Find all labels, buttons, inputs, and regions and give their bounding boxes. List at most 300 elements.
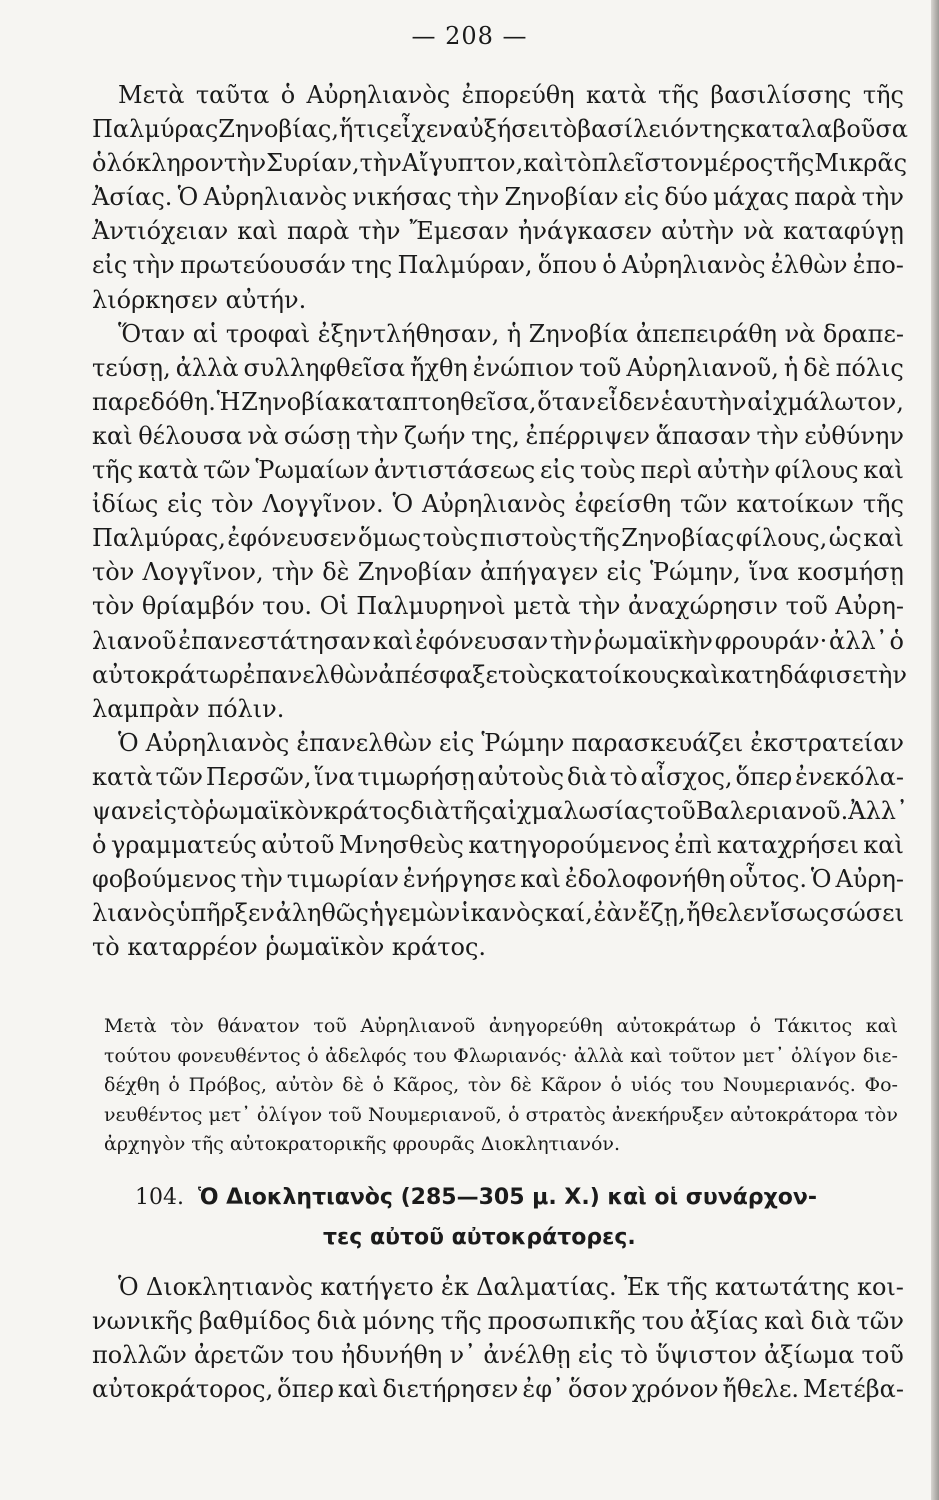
word: μετ᾽ xyxy=(742,1044,785,1067)
word: ταῦτα xyxy=(195,81,270,109)
word: τὴν xyxy=(578,592,621,621)
small-text-line xyxy=(104,1101,898,1131)
word: κατὰ xyxy=(585,81,647,109)
word: ἠνάγκασεν xyxy=(518,217,653,246)
word: ἀξίας xyxy=(689,1307,759,1336)
word: Ὁ xyxy=(177,183,199,212)
word: ἴσως xyxy=(770,899,830,928)
word: ἐπανεστάτησαν xyxy=(178,626,371,655)
word: δέχθη xyxy=(104,1074,160,1096)
word: εἰς xyxy=(606,558,642,587)
small-print-paragraph xyxy=(104,1012,898,1160)
word: ἀνηγορεύθη xyxy=(488,1015,603,1037)
word: φρουράν· xyxy=(714,626,828,655)
word: λιανοῦ xyxy=(92,626,177,655)
page-edge-shadow xyxy=(931,0,939,1500)
word: ἀπήγαγεν xyxy=(480,558,599,587)
text-line xyxy=(92,351,904,385)
word: δύο xyxy=(664,183,708,212)
word: διε- xyxy=(862,1044,898,1067)
word: Αὐρηλιανὸς xyxy=(145,728,290,757)
word: Ζηνοβία xyxy=(241,387,341,416)
word: ἤθελεν xyxy=(686,899,770,928)
word: κατηγορούμενος xyxy=(468,831,670,860)
word: Δαλματίας. xyxy=(476,1273,617,1301)
word: τὴν xyxy=(549,626,593,655)
word: Ὁ xyxy=(392,490,414,519)
word: διὰ xyxy=(566,762,608,791)
section-number: 104. xyxy=(135,1185,184,1210)
word: ἐπὶ xyxy=(674,831,713,860)
word: Παλμύρας xyxy=(92,115,219,144)
word: εἰς xyxy=(539,456,576,485)
text-line: τὸ καταρρέον ῥωμαϊκὸν κράτος. xyxy=(92,933,487,962)
word: τιμωρήσῃ xyxy=(357,762,475,791)
word: Συρίαν, xyxy=(266,149,360,178)
word: συλληφθεῖσα xyxy=(243,353,406,382)
word: εἰς xyxy=(439,728,475,757)
word: της xyxy=(351,251,393,280)
word: καταφύγῃ xyxy=(783,217,904,246)
word: ὁ xyxy=(508,1103,520,1126)
word: Περσῶν, xyxy=(205,762,312,791)
page-number: — 208 — xyxy=(411,22,528,50)
word: τῶν xyxy=(856,1307,904,1336)
word: σώσῃ xyxy=(283,421,351,450)
word: ζωήν xyxy=(404,421,466,450)
word: αἶσχος, xyxy=(640,762,733,791)
word: νωνικῆς xyxy=(92,1307,193,1336)
text-line xyxy=(92,760,904,794)
word: τὸν xyxy=(170,1015,204,1037)
word: Παλμύρας, xyxy=(92,524,226,553)
word: ἐκ xyxy=(440,1273,469,1301)
word: Αὐρηλιανὸς xyxy=(421,490,566,519)
section-heading xyxy=(135,1178,835,1258)
word: ἐφόνευσεν xyxy=(227,524,357,553)
word: τὴν xyxy=(223,149,267,178)
word: τὸ xyxy=(176,796,205,825)
word: ὁ xyxy=(749,1015,762,1037)
text-line xyxy=(92,180,904,214)
word: ῥωμαϊκὴν xyxy=(594,626,713,655)
word: Μικρᾶς xyxy=(814,149,908,178)
word: ἥτις xyxy=(338,115,390,144)
word: ἀναχώρησιν xyxy=(628,592,779,621)
word: γραμματεύς xyxy=(110,831,257,860)
word: Ὁ xyxy=(118,728,139,757)
word: διὰ xyxy=(810,1307,851,1336)
text-line xyxy=(92,589,904,623)
text-line xyxy=(92,146,908,180)
word: ἤχθη xyxy=(410,353,468,382)
text-line xyxy=(92,248,904,282)
word: τὸ xyxy=(563,149,592,178)
word: ὕψιστον xyxy=(655,1341,757,1370)
text-line xyxy=(92,896,904,930)
word: Ὅταν xyxy=(118,319,186,348)
word: Ζηνοβίας, xyxy=(218,115,339,144)
word: Ῥώμην, xyxy=(650,558,741,587)
word: ἰδίως xyxy=(92,490,159,519)
word: Πρόβος, xyxy=(188,1074,267,1096)
word: ἤθελε. xyxy=(722,1375,800,1404)
word: ἐφόνευσαν xyxy=(415,626,549,655)
word: εἰς xyxy=(577,1341,614,1370)
word: Μετὰ xyxy=(104,1015,157,1037)
word: ἀνέλθῃ xyxy=(483,1341,571,1370)
word: παρασκευάζει xyxy=(571,728,744,757)
word: κράτος xyxy=(323,796,411,825)
word: τιμωρίαν xyxy=(286,865,399,894)
text-line xyxy=(92,555,904,589)
word: θρίαμβόν xyxy=(141,592,255,621)
word: καί, xyxy=(544,899,593,928)
word: τὸ xyxy=(549,115,578,144)
word: κατὰ xyxy=(92,762,153,791)
word: θέλουσα xyxy=(138,421,242,450)
word: ἵνα xyxy=(314,762,355,791)
main-text xyxy=(92,78,909,964)
word: τῆς xyxy=(862,490,904,519)
word: αἰχμαλωσίας xyxy=(491,796,654,825)
word: πόλις xyxy=(835,353,904,382)
word: ὁ xyxy=(168,1074,180,1096)
word: Φλωριανός· xyxy=(453,1044,568,1067)
word: Αὐρηλιανὸς xyxy=(621,251,766,280)
word: ὁ xyxy=(889,626,904,655)
word: δὲ xyxy=(322,558,350,587)
word: ἐὰν xyxy=(593,899,638,928)
word: καταπτοηθεῖσα, xyxy=(341,387,537,416)
word: καὶ xyxy=(863,831,904,860)
word: τὸν xyxy=(92,592,135,621)
word: υἱός xyxy=(630,1074,672,1096)
word: Τάκιτος xyxy=(774,1015,853,1037)
word: Αὐρηλιανὸς xyxy=(306,81,451,109)
word: Παλμυρηνοὶ xyxy=(356,592,506,621)
word: ἐπο- xyxy=(852,251,904,280)
word: καὶ xyxy=(237,217,278,246)
word: φίλους xyxy=(774,456,859,485)
word: τὴν xyxy=(356,421,399,450)
word: Νουμεριανός. xyxy=(722,1074,856,1096)
word: του xyxy=(680,1074,715,1096)
word: τῆς xyxy=(440,1307,482,1336)
word: τῆς xyxy=(578,524,620,553)
word: δὲ xyxy=(342,1074,364,1096)
word: τὸν xyxy=(864,1103,898,1126)
small-text-line xyxy=(104,1012,898,1042)
small-text-line xyxy=(104,1071,898,1101)
word: της, xyxy=(471,421,520,450)
word: τοῦ xyxy=(653,796,696,825)
word: φίλους, xyxy=(735,524,828,553)
word: Ἀλλ᾽ xyxy=(848,796,909,825)
word: Ἔμεσαν xyxy=(409,217,509,246)
word: Οἱ xyxy=(319,592,349,621)
word: τοῦ xyxy=(328,1103,362,1126)
word: κατοίκους xyxy=(553,660,680,689)
text-line xyxy=(92,453,904,487)
word: ἀνεκήρυξεν xyxy=(611,1103,724,1126)
word: διὰ xyxy=(410,796,451,825)
word: καὶ xyxy=(523,149,564,178)
word: τὸ xyxy=(609,762,638,791)
word: αὐτοὺς xyxy=(477,762,565,791)
word: ῥωμαϊκὸν xyxy=(204,796,324,825)
word: ὡς xyxy=(828,524,862,553)
word: καὶ xyxy=(520,865,561,894)
word: τὴν xyxy=(240,865,283,894)
word: ἐπανελθὼν xyxy=(296,728,433,757)
word: ὅταν xyxy=(537,387,596,416)
word: τὴν xyxy=(756,421,799,450)
word: αὐτοκράτωρ xyxy=(92,660,243,689)
word: τῆς xyxy=(773,149,815,178)
word: ἀλλ᾽ xyxy=(829,626,888,655)
word: αὐτοκράτορα xyxy=(730,1103,859,1126)
word: ἐφ᾽ xyxy=(522,1375,564,1404)
final-paragraph xyxy=(92,1270,904,1406)
word: εἰς xyxy=(92,251,128,280)
word: τὴν xyxy=(864,660,907,689)
word: ὅπερ xyxy=(277,1375,334,1404)
text-line xyxy=(92,487,904,521)
word: κατήγετο xyxy=(320,1273,434,1301)
word: καὶ xyxy=(863,524,904,553)
word: αὐτοῦ xyxy=(261,831,335,860)
word: ἐφείσθη xyxy=(574,490,672,519)
word: Αὐρηλιανὸς xyxy=(203,183,348,212)
word: τὴν xyxy=(358,217,401,246)
word: τὴν xyxy=(132,251,175,280)
word: ἀδελφός xyxy=(325,1044,407,1067)
word: καὶ xyxy=(372,626,414,655)
word: ἡ xyxy=(783,353,799,382)
word: αὐτὸν xyxy=(275,1074,334,1096)
word: ὀλίγον xyxy=(256,1103,323,1126)
word: αὐτὴν xyxy=(661,217,735,246)
word: Αἴγυπτον, xyxy=(401,149,524,178)
word: ὁ xyxy=(372,1074,385,1096)
text-line: λαμπρὰν πόλιν. xyxy=(92,694,285,723)
word: καταλαβοῦσα xyxy=(740,115,908,144)
word: Ἐκ xyxy=(623,1273,660,1301)
word: Μνησθεὺς xyxy=(338,831,464,860)
word: αὐτὴν xyxy=(696,456,770,485)
word: Ζηνοβίαν xyxy=(504,183,619,212)
word: αἰχμάλωτον, xyxy=(747,387,904,416)
word: ἀντιστάσεως xyxy=(374,456,536,485)
word: κατοίκων xyxy=(736,490,854,519)
word: οὗτος. xyxy=(729,865,808,894)
word: πιστοὺς xyxy=(479,524,578,553)
word: ἐπέρριψεν xyxy=(525,421,651,450)
word: ἐξηντλήθησαν, xyxy=(317,319,500,348)
word: εἰς xyxy=(167,490,203,519)
word: νὰ xyxy=(743,217,775,246)
word: Ὁ xyxy=(118,1273,139,1301)
text-line xyxy=(92,214,904,248)
text-line xyxy=(92,624,904,658)
word: τὸ xyxy=(620,1341,649,1370)
word: τὸν xyxy=(467,1074,502,1096)
word: μετ᾽ xyxy=(208,1103,251,1126)
word: στρατὸς xyxy=(525,1103,606,1126)
word: τὴν xyxy=(271,558,315,587)
word: τούτου xyxy=(104,1044,172,1067)
word: φοβούμενος xyxy=(92,865,237,894)
word: Βαλεριανοῦ. xyxy=(695,796,849,825)
word: εἰς xyxy=(141,796,177,825)
word: Ὁ xyxy=(810,865,832,894)
word: εἶδεν xyxy=(596,387,660,416)
word: ὅπου xyxy=(537,251,597,280)
word: Μετέβα- xyxy=(803,1375,904,1404)
word: βασίλειόν xyxy=(577,115,700,144)
word: κοσμήσῃ xyxy=(797,558,904,587)
word: καὶ xyxy=(764,1307,805,1336)
word: τὸν xyxy=(92,558,135,587)
word: πολλῶν xyxy=(92,1341,187,1370)
word: ἐκστρατείαν xyxy=(750,728,904,757)
word: παρὰ xyxy=(286,217,350,246)
word: ἐλθὼν xyxy=(770,251,848,280)
word: νικήσας xyxy=(352,183,452,212)
word: Αὐρη- xyxy=(835,592,904,621)
text-line xyxy=(92,1304,904,1338)
text-line xyxy=(92,419,904,453)
word: καταχρήσει xyxy=(716,831,859,860)
word: Ζηνοβία xyxy=(528,319,629,348)
word: τοὺς xyxy=(422,524,479,553)
word: τῆς xyxy=(657,81,700,109)
word: της xyxy=(699,115,741,144)
text-line xyxy=(92,1270,904,1304)
word: Μετὰ xyxy=(118,81,185,109)
heading-line: Ὁ Διοκλητιανὸς (285—305 μ. Χ.) καὶ οἱ συνάρχον- xyxy=(197,1185,818,1210)
word: τοῦ xyxy=(579,353,622,382)
word: ὁ xyxy=(602,251,617,280)
word: Κᾶρον xyxy=(540,1074,602,1096)
word: ἐπορεύθη xyxy=(461,81,575,109)
word: τὸν xyxy=(211,490,254,519)
word: νὰ xyxy=(784,319,816,348)
word: καὶ xyxy=(863,456,904,485)
word: του xyxy=(641,1307,685,1336)
word: ὁ xyxy=(307,1044,319,1067)
word: ὅμως xyxy=(358,524,422,553)
word: τῆς xyxy=(450,796,492,825)
word: ἀλλὰ xyxy=(573,1044,624,1067)
word: πλεῖστον xyxy=(591,149,704,178)
text-line xyxy=(92,385,904,419)
text-line xyxy=(92,317,904,351)
word: εὐθύνην xyxy=(804,421,904,450)
word: ἐνήργησε xyxy=(402,865,517,894)
word: καὶ xyxy=(337,1375,379,1404)
word: μέρος xyxy=(703,149,774,178)
word: τῶν xyxy=(155,762,204,791)
word: δραπε- xyxy=(822,319,904,348)
word: δὲ xyxy=(510,1074,532,1096)
word: νευθέντος xyxy=(104,1103,203,1126)
word: ἡ xyxy=(506,319,522,348)
word: ἐνεκόλα- xyxy=(795,762,904,791)
word: δὲ xyxy=(803,353,831,382)
word: τοῦ xyxy=(313,1015,347,1037)
word: διετήρησεν xyxy=(382,1375,519,1404)
word: ἐπανελθὼν xyxy=(242,660,379,689)
text-line xyxy=(92,521,904,555)
word: καὶ xyxy=(865,1015,898,1037)
word: εἶχεν xyxy=(389,115,453,144)
word: τοῦ xyxy=(785,592,828,621)
word: ἅπασαν xyxy=(655,421,751,450)
word: Ῥώμην xyxy=(481,728,565,757)
text-line xyxy=(92,78,904,112)
word: ὁλόκληρον xyxy=(92,149,224,178)
word: θάνατον xyxy=(217,1015,300,1037)
word: καὶ xyxy=(92,421,133,450)
word: Αὐρηλιανοῦ xyxy=(360,1015,476,1037)
text-line xyxy=(92,828,904,862)
word: Αὐρηλιανοῦ, xyxy=(626,353,779,382)
word: ἀπέσφαξε xyxy=(378,660,498,689)
word: χρόνον xyxy=(631,1375,719,1404)
word: τοῦτον xyxy=(668,1044,736,1067)
text-line: λιόρκησεν αὐτήν. xyxy=(92,285,307,314)
text-line xyxy=(92,112,908,146)
word: ἑαυτὴν xyxy=(660,387,747,416)
word: προσωπικῆς xyxy=(487,1307,636,1336)
word: βασιλίσσης xyxy=(710,81,852,109)
word: ἡγεμὼν xyxy=(369,899,461,928)
word: μετὰ xyxy=(513,592,571,621)
word: αὐτοκράτορος, xyxy=(92,1375,274,1404)
word: ἀληθῶς xyxy=(275,899,369,928)
word: Λογγῖνον, xyxy=(142,558,264,587)
word: μόνης xyxy=(362,1307,435,1336)
word: τῆς xyxy=(666,1273,708,1301)
word: του. xyxy=(262,592,313,621)
word: ἀρετῶν xyxy=(194,1341,285,1370)
word: κατωτάτης xyxy=(715,1273,850,1301)
text-line xyxy=(92,1338,904,1372)
word: μάχας xyxy=(713,183,790,212)
word: τοὺς xyxy=(579,456,636,485)
word: εἰς xyxy=(623,183,660,212)
word: σώσει xyxy=(829,899,904,928)
word: ὅσον xyxy=(567,1375,628,1404)
text-line xyxy=(92,1372,904,1406)
word: ἱκανὸς xyxy=(460,899,545,928)
word: ἐνώπιον xyxy=(472,353,575,382)
word: αἱ xyxy=(192,319,219,348)
word: καὶ xyxy=(679,660,721,689)
word: ὁ xyxy=(610,1074,622,1096)
word: ὀλίγον xyxy=(791,1044,857,1067)
word: Κᾶρος, xyxy=(392,1074,460,1096)
word: νὰ xyxy=(247,421,279,450)
word: Ῥωμαίων xyxy=(255,456,370,485)
text-line xyxy=(92,794,909,828)
word: Φο- xyxy=(864,1074,898,1096)
word: ἠδυνήθη xyxy=(341,1341,443,1370)
word: κοι- xyxy=(856,1273,904,1301)
word: τὴν xyxy=(456,183,500,212)
